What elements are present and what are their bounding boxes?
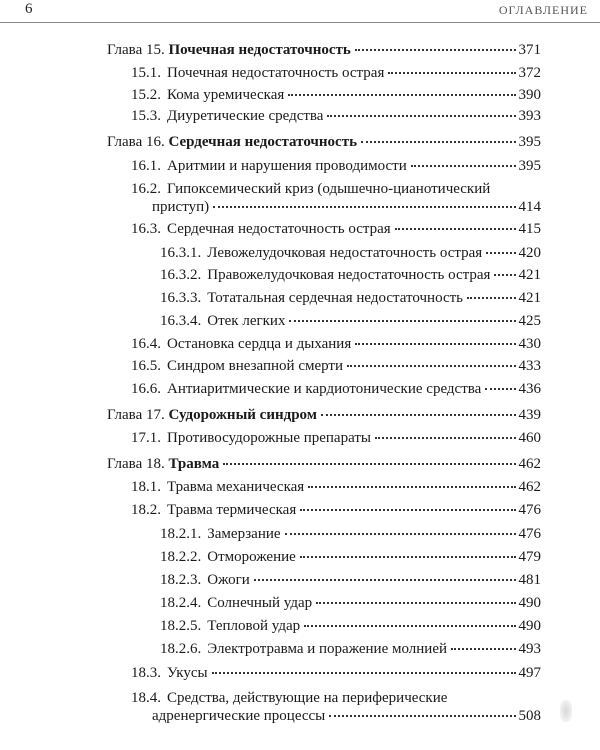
toc-entry-number: 18.2.	[131, 502, 161, 518]
toc-entry-title: Отек легких	[207, 313, 286, 329]
toc-section[interactable]	[131, 157, 541, 175]
toc-entry-number: 16.5.	[131, 358, 161, 374]
toc-entry-page: 490	[518, 595, 541, 611]
toc-entry-page: 497	[518, 665, 541, 681]
toc-entry-page: 425	[518, 313, 541, 329]
toc-entry-page: 393	[518, 108, 541, 124]
toc-entry-number: 18.2.2.	[160, 549, 202, 565]
toc-entry-page: 462	[518, 456, 541, 472]
dot-leader	[212, 668, 516, 674]
toc-entry-title: Аритмии и нарушения проводимости	[167, 158, 407, 174]
dot-leader	[467, 293, 515, 299]
toc-section[interactable]	[131, 357, 541, 375]
toc-entry-title: Травма механическая	[167, 479, 305, 495]
page-number: 6	[25, 1, 33, 17]
toc-entry-page: 414	[518, 199, 541, 215]
toc-entry-page: 462	[518, 479, 541, 495]
toc-subsection[interactable]	[160, 244, 541, 262]
toc-entry-page: 490	[518, 618, 541, 634]
toc-entry-number: 17.1.	[131, 430, 161, 446]
dot-leader	[254, 575, 516, 581]
toc-entry-title: приступ)	[152, 199, 210, 215]
toc-entry-number: 16.3.2.	[160, 267, 202, 283]
toc-entry-title: Почечная недостаточность острая	[167, 65, 385, 81]
toc-section[interactable]	[131, 107, 541, 125]
toc-entry-number: 18.4.	[131, 690, 161, 706]
toc-section[interactable]	[131, 64, 541, 82]
running-head: ОГЛАВЛЕНИЕ	[498, 3, 588, 17]
toc-entry-page: 479	[518, 549, 541, 565]
toc-section[interactable]	[131, 220, 541, 238]
toc-section[interactable]	[131, 478, 541, 496]
toc-section-first-line[interactable]	[131, 180, 490, 198]
toc-entry-number: 16.3.4.	[160, 313, 202, 329]
toc-entry-page: 439	[518, 407, 541, 423]
toc-entry-number: Глава 15.	[107, 42, 165, 58]
toc-entry-page: 415	[518, 221, 541, 237]
dot-leader	[494, 270, 515, 276]
toc-section[interactable]	[131, 335, 541, 353]
toc-entry-page: 493	[518, 641, 541, 657]
toc-entry-number: 18.2.6.	[160, 641, 202, 657]
toc-entry-number: Глава 17.	[107, 407, 165, 423]
toc-subsection[interactable]	[160, 266, 541, 284]
toc-entry-number: 18.2.5.	[160, 618, 202, 634]
toc-subsection[interactable]	[160, 525, 541, 543]
toc-chapter[interactable]	[107, 41, 541, 59]
dot-leader	[355, 45, 516, 51]
toc-entry-title: Диуретические средства	[167, 108, 324, 124]
toc-entry-page: 481	[518, 572, 541, 588]
dot-leader	[485, 384, 515, 390]
toc-entry-number: 16.6.	[131, 381, 161, 397]
toc-section-continuation[interactable]	[152, 707, 541, 725]
toc-entry-page: 371	[518, 42, 541, 58]
dot-leader	[285, 529, 516, 535]
toc-entry-page: 433	[518, 358, 541, 374]
toc-chapter[interactable]	[107, 455, 541, 473]
toc-entry-title: Тепловой удар	[207, 618, 301, 634]
dot-leader	[327, 111, 515, 117]
toc-entry-title: Левожелудочковая недостаточность острая	[207, 245, 483, 261]
toc-entry-title: Правожелудочковая недостаточность острая	[207, 267, 491, 283]
dot-leader	[223, 459, 515, 465]
toc-entry-title: Солнечный удар	[207, 595, 313, 611]
toc-entry-number: 16.3.3.	[160, 290, 202, 306]
toc-entry-number: 15.1.	[131, 65, 161, 81]
toc-entry-number: 15.3.	[131, 108, 161, 124]
dot-leader	[375, 433, 516, 439]
toc-entry-title: Антиаритмические и кардиотонические средства	[167, 381, 482, 397]
toc-chapter[interactable]	[107, 406, 541, 424]
toc-entry-title: Остановка сердца и дыхания	[167, 336, 352, 352]
dot-leader	[213, 202, 515, 208]
toc-section-continuation[interactable]	[152, 198, 541, 216]
toc-entry-number: 16.4.	[131, 336, 161, 352]
toc-entry-page: 436	[518, 381, 541, 397]
toc-entry-page: 508	[518, 708, 541, 724]
toc-subsection[interactable]	[160, 617, 541, 635]
toc-entry-number: 18.2.3.	[160, 572, 202, 588]
toc-section[interactable]	[131, 664, 541, 682]
dot-leader	[316, 598, 515, 604]
toc-entry-title: Синдром внезапной смерти	[167, 358, 344, 374]
toc-entry-number: 18.1.	[131, 479, 161, 495]
dot-leader	[411, 161, 516, 167]
dot-leader	[361, 137, 516, 143]
toc-subsection[interactable]	[160, 640, 541, 658]
dot-leader	[321, 410, 516, 416]
dot-leader	[395, 224, 516, 230]
toc-entry-title: Замерзание	[207, 526, 281, 542]
toc-entry-title-line1: Гипоксемический криз (одышечно-цианотический	[167, 181, 491, 197]
paper-smudge	[560, 700, 572, 722]
toc-entry-title: Сердечная недостаточность	[168, 134, 357, 150]
toc-entry-number: 18.2.4.	[160, 595, 202, 611]
dot-leader	[388, 68, 515, 74]
toc-entry-number: 15.2.	[131, 87, 161, 103]
toc-entry-title: Почечная недостаточность	[168, 42, 351, 58]
dot-leader	[304, 621, 515, 627]
toc-chapter[interactable]	[107, 133, 541, 151]
toc-entry-number: Глава 18.	[107, 456, 165, 472]
toc-section[interactable]	[131, 86, 541, 104]
toc-entry-title-line1: Средства, действующие на периферические	[167, 690, 448, 706]
toc-section-first-line[interactable]	[131, 689, 447, 707]
dot-leader	[308, 482, 515, 488]
toc-subsection[interactable]	[160, 289, 541, 307]
toc-entry-page: 476	[518, 502, 541, 518]
toc-entry-title: Электротравма и поражение молнией	[207, 641, 448, 657]
dot-leader	[486, 248, 515, 254]
toc-entry-page: 421	[518, 267, 541, 283]
toc-entry-title: адренергические процессы	[152, 708, 326, 724]
toc-entry-page: 420	[518, 245, 541, 261]
toc-entry-number: 16.1.	[131, 158, 161, 174]
toc-entry-number: 18.3.	[131, 665, 161, 681]
toc-entry-page: 430	[518, 336, 541, 352]
toc-entry-page: 421	[518, 290, 541, 306]
toc-section[interactable]	[131, 380, 541, 398]
toc-section[interactable]	[131, 501, 541, 519]
toc-subsection[interactable]	[160, 594, 541, 612]
toc-entry-number: 16.3.1.	[160, 245, 202, 261]
toc-subsection[interactable]	[160, 571, 541, 589]
dot-leader	[300, 552, 516, 558]
toc-entry-title: Судорожный синдром	[168, 407, 317, 423]
dot-leader	[300, 505, 515, 511]
toc-entry-number: 18.2.1.	[160, 526, 202, 542]
dot-leader	[289, 316, 515, 322]
toc-entry-title: Противосудорожные препараты	[167, 430, 371, 446]
toc-entry-page: 395	[518, 158, 541, 174]
toc-section[interactable]	[131, 429, 541, 447]
toc-entry-title: Травма термическая	[167, 502, 297, 518]
dot-leader	[288, 90, 515, 96]
toc-entry-title: Тотатальная сердечная недостаточность	[207, 290, 464, 306]
toc-entry-number: Глава 16.	[107, 134, 165, 150]
toc-entry-title: Кома уремическая	[167, 87, 285, 103]
toc-entry-title: Травма	[168, 456, 220, 472]
toc-entry-title: Ожоги	[207, 572, 250, 588]
toc-subsection[interactable]	[160, 548, 541, 566]
toc-entry-page: 372	[518, 65, 541, 81]
toc-entry-title: Сердечная недостаточность острая	[167, 221, 391, 237]
toc-entry-page: 476	[518, 526, 541, 542]
toc-entry-page: 460	[518, 430, 541, 446]
dot-leader	[355, 339, 515, 345]
toc-subsection[interactable]	[160, 312, 541, 330]
toc-entry-title: Укусы	[167, 665, 208, 681]
toc-entry-page: 390	[518, 87, 541, 103]
toc-entry-number: 16.3.	[131, 221, 161, 237]
dot-leader	[347, 361, 515, 367]
toc-entry-number: 16.2.	[131, 181, 161, 197]
toc-entry-page: 395	[518, 134, 541, 150]
toc-entry-title: Отморожение	[207, 549, 296, 565]
dot-leader	[451, 644, 515, 650]
dot-leader	[329, 711, 515, 717]
